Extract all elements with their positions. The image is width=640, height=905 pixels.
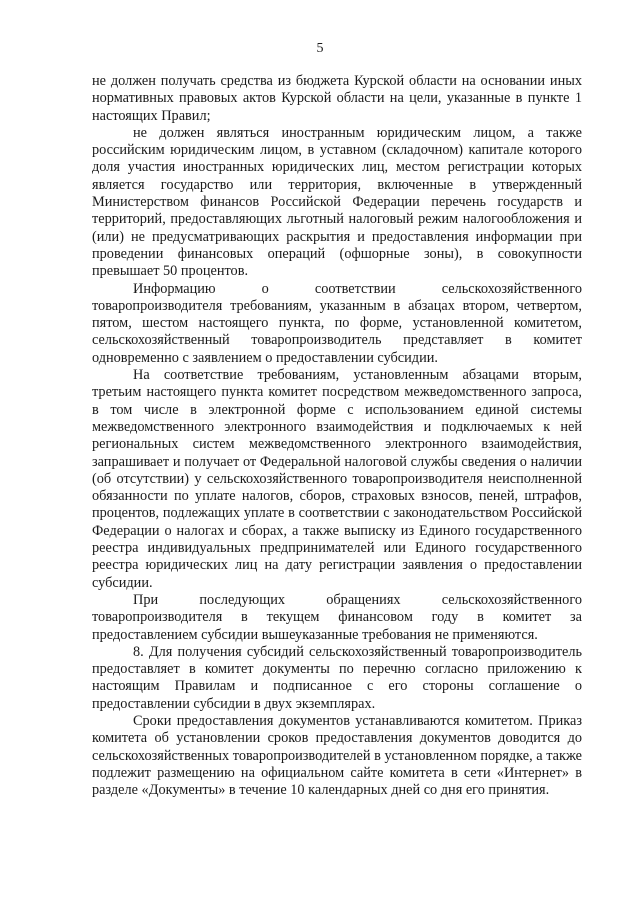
paragraph-7: Сроки предоставления документов устанавливаются комитетом. Приказ комитета об установлении сроков предоставления документов доводится до сельскохозяйственных товаропроизводителей в установленном порядке, а также подлежит размещению на официальном сайте комитета в сети «Интернет» в разделе «Документы» в течение 10 календарных дней со дня его принятия.: [92, 712, 582, 799]
paragraph-6-item-8: 8. Для получения субсидий сельскохозяйственный товаропроизводитель предоставляет в комитет документы по перечню согласно приложению к настоящим Правилам и подписанное с его стороны соглашение о предоставлении субсидии в двух экземплярах.: [92, 643, 582, 712]
paragraph-1: не должен получать средства из бюджета Курской области на основании иных нормативных правовых актов Курской области на цели, указанные в пункте 1 настоящих Правил;: [92, 73, 582, 124]
paragraph-4: На соответствие требованиям, установленным абзацами вторым, третьим настоящего пункта комитет посредством межведомственного запроса, в том числе в электронной форме с использованием единой системы межведомственного электронного взаимодействия и подключаемых к ней региональных систем межведомственного электронного взаимодействия, запрашивает и получает от Федеральной налоговой службы сведения о наличии (об отсутствии) у сельскохозяйственного товаропроизводителя неисполненной обязанности по уплате налогов, сборов, страховых взносов, пеней, штрафов, процентов, подлежащих уплате в соответствии с законодательством Российской Федерации о налогах и сборах, а также выписку из Единого государственного реестра индивидуальных предпринимателей или Единого государственного реестра юридических лиц на дату регистрации заявления о предоставлении субсидии.: [92, 367, 582, 591]
page-number: 5: [316, 41, 324, 56]
paragraph-5: При последующих обращениях сельскохозяйственного товаропроизводителя в текущем финансовом году в комитет за предоставлением субсидии вышеуказанные требования не применяются.: [92, 591, 582, 643]
body-text: [92, 73, 582, 799]
paragraph-2: не должен являться иностранным юридическим лицом, а также российским юридическим лицом, в уставном (складочном) капитале которого доля участия иностранных юридических лиц, местом регистрации которых является государство или территория, включенные в утвержденный Министерством финансов Российской Федерации перечень государств и территорий, предоставляющих льготный налоговый режим налогообложения и (или) не предусматривающих раскрытия и предоставления информации при проведении финансовых операций (офшорные зоны), в совокупности превышает 50 процентов.: [92, 124, 582, 280]
paragraph-3: Информацию о соответствии сельскохозяйственного товаропроизводителя требованиям, указанным в абзацах втором, четвертом, пятом, шестом настоящего пункта, по форме, установленной комитетом, сельскохозяйственный товаропроизводитель представляет в комитет одновременно с заявлением о предоставлении субсидии.: [92, 280, 582, 366]
